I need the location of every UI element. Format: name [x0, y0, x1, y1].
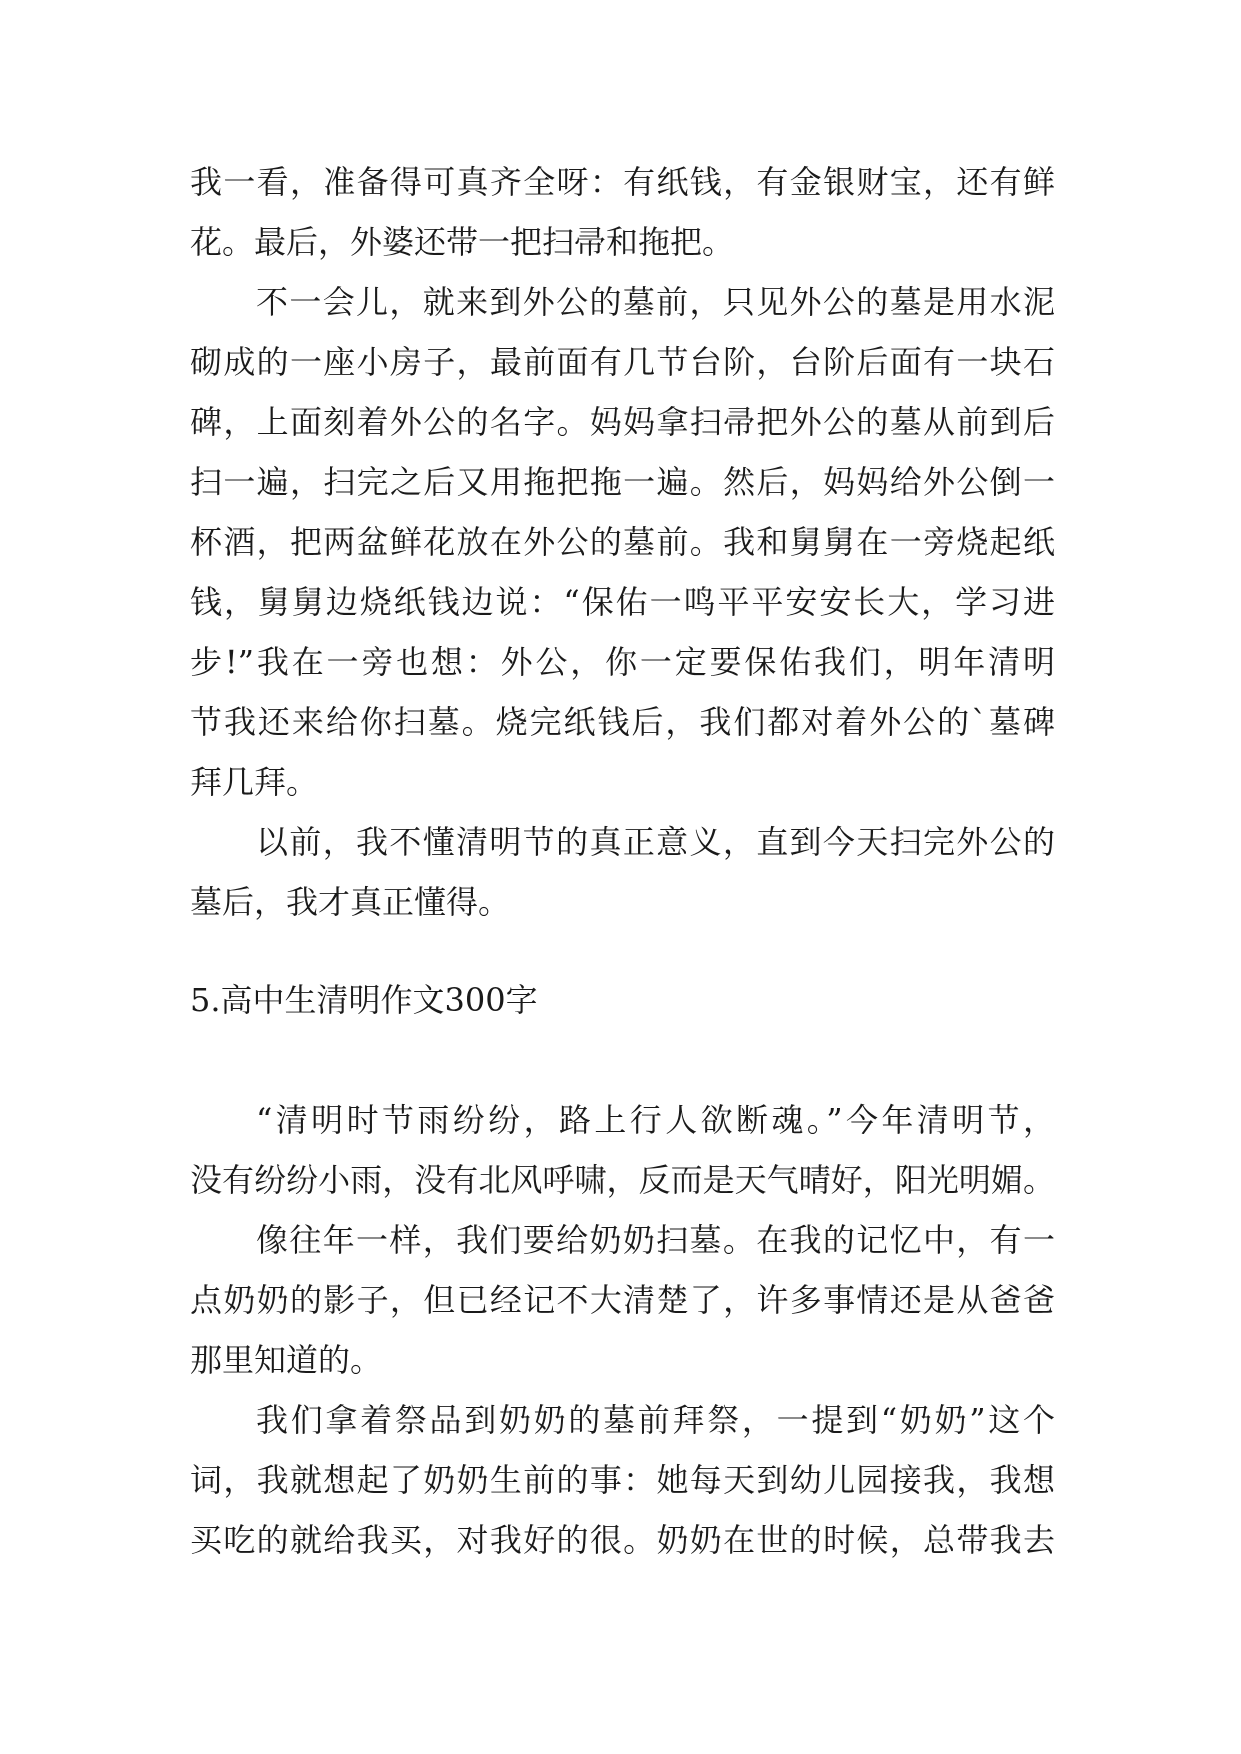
paragraph-line: 像往年一样，我们要给奶奶扫墓。在我的记忆中，有一 [256, 1221, 1055, 1259]
paragraph-line: “清明时节雨纷纷，路上行人欲断魂。”今年清明节， [256, 1101, 1055, 1139]
paragraph-line: 买吃的就给我买，对我好的很。奶奶在世的时候，总带我去 [190, 1521, 1055, 1559]
paragraph-line: 花。最后，外婆还带一把扫帚和拖把。 [190, 223, 735, 261]
paragraph-line: 扫一遍，扫完之后又用拖把拖一遍。然后，妈妈给外公倒一 [190, 463, 1055, 501]
paragraph-line: 点奶奶的影子，但已经记不大清楚了，许多事情还是从爸爸 [190, 1281, 1055, 1319]
paragraph-line: 步!”我在一旁也想：外公，你一定要保佑我们，明年清明 [190, 643, 1055, 681]
paragraph-line: 杯酒，把两盆鲜花放在外公的墓前。我和舅舅在一旁烧起纸 [190, 523, 1055, 561]
paragraph-line: 词，我就想起了奶奶生前的事：她每天到幼儿园接我，我想 [190, 1461, 1055, 1499]
paragraph-line: 砌成的一座小房子，最前面有几节台阶，台阶后面有一块石 [190, 343, 1055, 381]
paragraph-line: 没有纷纷小雨，没有北风呼啸，反而是天气晴好，阳光明媚。 [190, 1161, 1055, 1199]
paragraph-line: 那里知道的。 [190, 1341, 383, 1379]
paragraph-line: 我们拿着祭品到奶奶的墓前拜祭，一提到“奶奶”这个 [256, 1401, 1055, 1439]
section-heading: 5.高中生清明作文300字 [190, 981, 538, 1019]
paragraph-line: 以前，我不懂清明节的真正意义，直到今天扫完外公的 [256, 823, 1055, 861]
paragraph-line: 拜几拜。 [190, 763, 319, 801]
paragraph-line: 碑，上面刻着外公的名字。妈妈拿扫帚把外公的墓从前到后 [190, 403, 1055, 441]
paragraph-line: 节我还来给你扫墓。烧完纸钱后，我们都对着外公的`墓碑 [190, 703, 1055, 741]
paragraph-line: 墓后，我才真正懂得。 [190, 883, 511, 921]
paragraph-line: 不一会儿，就来到外公的墓前，只见外公的墓是用水泥 [256, 283, 1055, 321]
paragraph-line: 我一看，准备得可真齐全呀：有纸钱，有金银财宝，还有鲜 [190, 163, 1055, 201]
paragraph-line: 钱，舅舅边烧纸钱边说：“保佑一鸣平平安安长大，学习进 [190, 583, 1055, 621]
